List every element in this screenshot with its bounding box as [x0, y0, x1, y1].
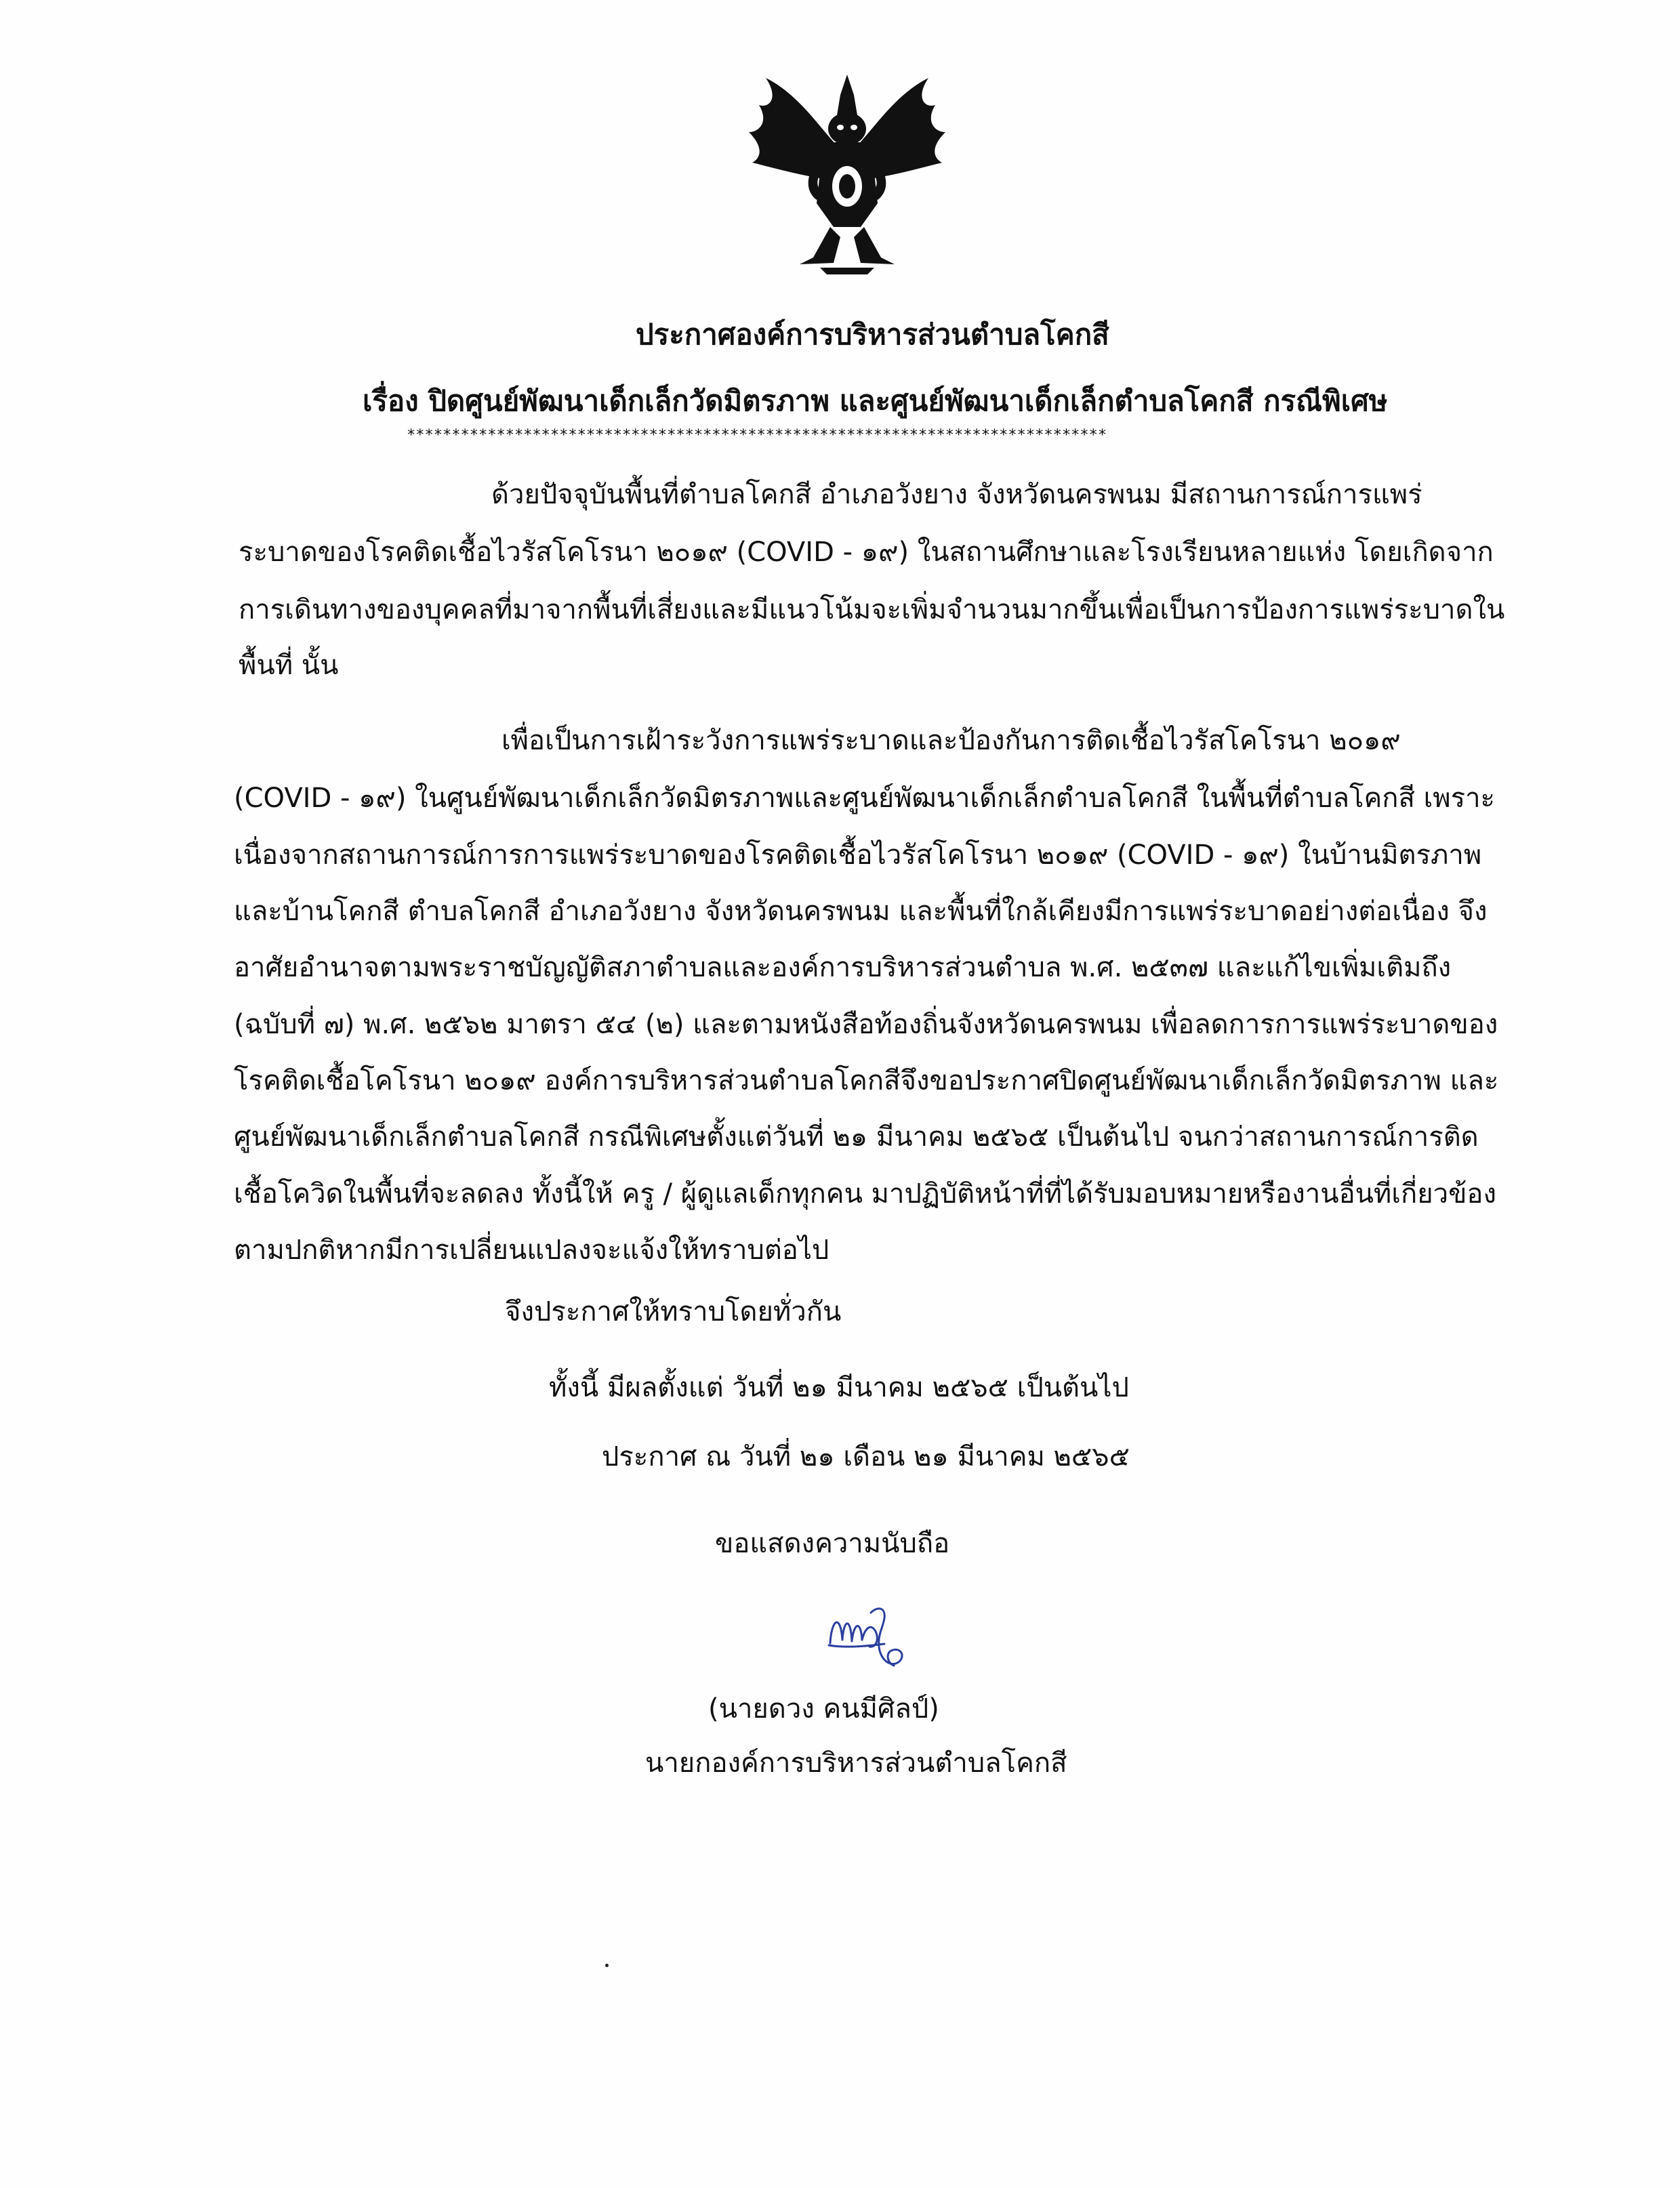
announce-line: จึงประกาศให้ทราบโดยทั่วกัน: [505, 1296, 842, 1327]
announce-date-line: ประกาศ ณ วันที่ ๒๑ เดือน ๒๑ มีนาคม ๒๕๖๕: [602, 1441, 1130, 1472]
paragraph-2-line: เพื่อเป็นการเฝ้าระวังการแพร่ระบาดและป้องกันการติดเชื้อไวรัสโคโรนา ๒๐๑๙: [501, 725, 1401, 756]
paragraph-2-line: โรคติดเชื้อโคโรนา ๒๐๑๙ องค์การบริหารส่วนตำบลโคกสีจึงขอประกาศปิดศูนย์พัฒนาเด็กเล็กวัดมิตรภาพ และ: [234, 1065, 1499, 1096]
paragraph-2-line: (COVID - ๑๙) ในศูนย์พัฒนาเด็กเล็กวัดมิตรภาพและศูนย์พัฒนาเด็กเล็กตำบลโคกสี ในพื้นที่ตำบลโคกสี เพราะ: [234, 783, 1496, 814]
speck: [605, 1964, 609, 1967]
paragraph-2-line: (ฉบับที่ ๗) พ.ศ. ๒๕๖๒ มาตรา ๕๔ (๒) และตามหนังสือท้องถิ่นจังหวัดนครพนม เพื่อลดการการแพร่ระบาดของ: [234, 1009, 1498, 1040]
effective-date-line: ทั้งนี้ มีผลตั้งแต่ วันที่ ๒๑ มีนาคม ๒๕๖๕ เป็นต้นไป: [549, 1372, 1129, 1403]
paragraph-1-line: ด้วยปัจจุบันพื้นที่ตำบลโคกสี อำเภอวังยาง จังหวัดนครพนม มีสถานการณ์การแพร่: [491, 479, 1422, 510]
paragraph-1-line: พื้นที่ นั้น: [239, 650, 339, 681]
subject-line: เรื่อง ปิดศูนย์พัฒนาเด็กเล็กวัดมิตรภาพ และศูนย์พัฒนาเด็กเล็กตำบลโคกสี กรณีพิเศษ: [363, 384, 1388, 417]
paragraph-2-line: และบ้านโคกสี ตำบลโคกสี อำเภอวังยาง จังหวัดนครพนม และพื้นที่ใกล้เคียงมีการแพร่ระบาดอย่างต่อเนื่อง จึง: [234, 896, 1488, 927]
page-title: ประกาศองค์การบริหารส่วนตำบลโคกสี: [636, 318, 1109, 351]
paragraph-2-line: ศูนย์พัฒนาเด็กเล็กตำบลโคกสี กรณีพิเศษตั้งแต่วันที่ ๒๑ มีนาคม ๒๕๖๕ เป็นต้นไป จนกว่าสถานการณ์การติด: [234, 1121, 1479, 1153]
signer-title: นายกองค์การบริหารส่วนตำบลโคกสี: [645, 1748, 1067, 1779]
paragraph-2-line: เนื่องจากสถานการณ์การการแพร่ระบาดของโรคติดเชื้อไวรัสโคโรนา ๒๐๑๙ (COVID - ๑๙) ในบ้านมิตรภาพ: [234, 840, 1482, 871]
paragraph-1-line: การเดินทางของบุคคลที่มาจากพื้นที่เสี่ยงและมีแนวโน้มจะเพิ่มจำนวนมากขึ้นเพื่อเป็นการป้องการแพร่ระบาดใน: [239, 594, 1505, 625]
signer-name: (นายดวง คนมีศิลป์): [708, 1693, 939, 1725]
separator: ******************************************************************************: [407, 427, 1107, 444]
garuda-emblem-icon: [739, 68, 956, 278]
signature-image: [823, 1592, 911, 1680]
paragraph-2-line: อาศัยอำนาจตามพระราชบัญญัติสภาตำบลและองค์การบริหารส่วนตำบล พ.ศ. ๒๕๓๗ และแก้ไขเพิ่มเติมถึง: [234, 952, 1452, 983]
regards-line: ขอแสดงความนับถือ: [715, 1528, 950, 1559]
paragraph-2-line: ตามปกติหากมีการเปลี่ยนแปลงจะแจ้งให้ทราบต่อไป: [234, 1235, 829, 1266]
paragraph-1-line: ระบาดของโรคติดเชื้อไวรัสโคโรนา ๒๐๑๙ (COVID - ๑๙) ในสถานศึกษาและโรงเรียนหลายแห่ง โดยเกิดจาก: [239, 537, 1494, 568]
paragraph-2-line: เชื้อโควิดในพื้นที่จะลดลง ทั้งนี้ให้ ครู / ผู้ดูแลเด็กทุกคน มาปฏิบัติหน้าที่ที่ได้รับมอบหมายหรืองานอื่นที่เกี่ยวข้อง: [234, 1178, 1496, 1210]
